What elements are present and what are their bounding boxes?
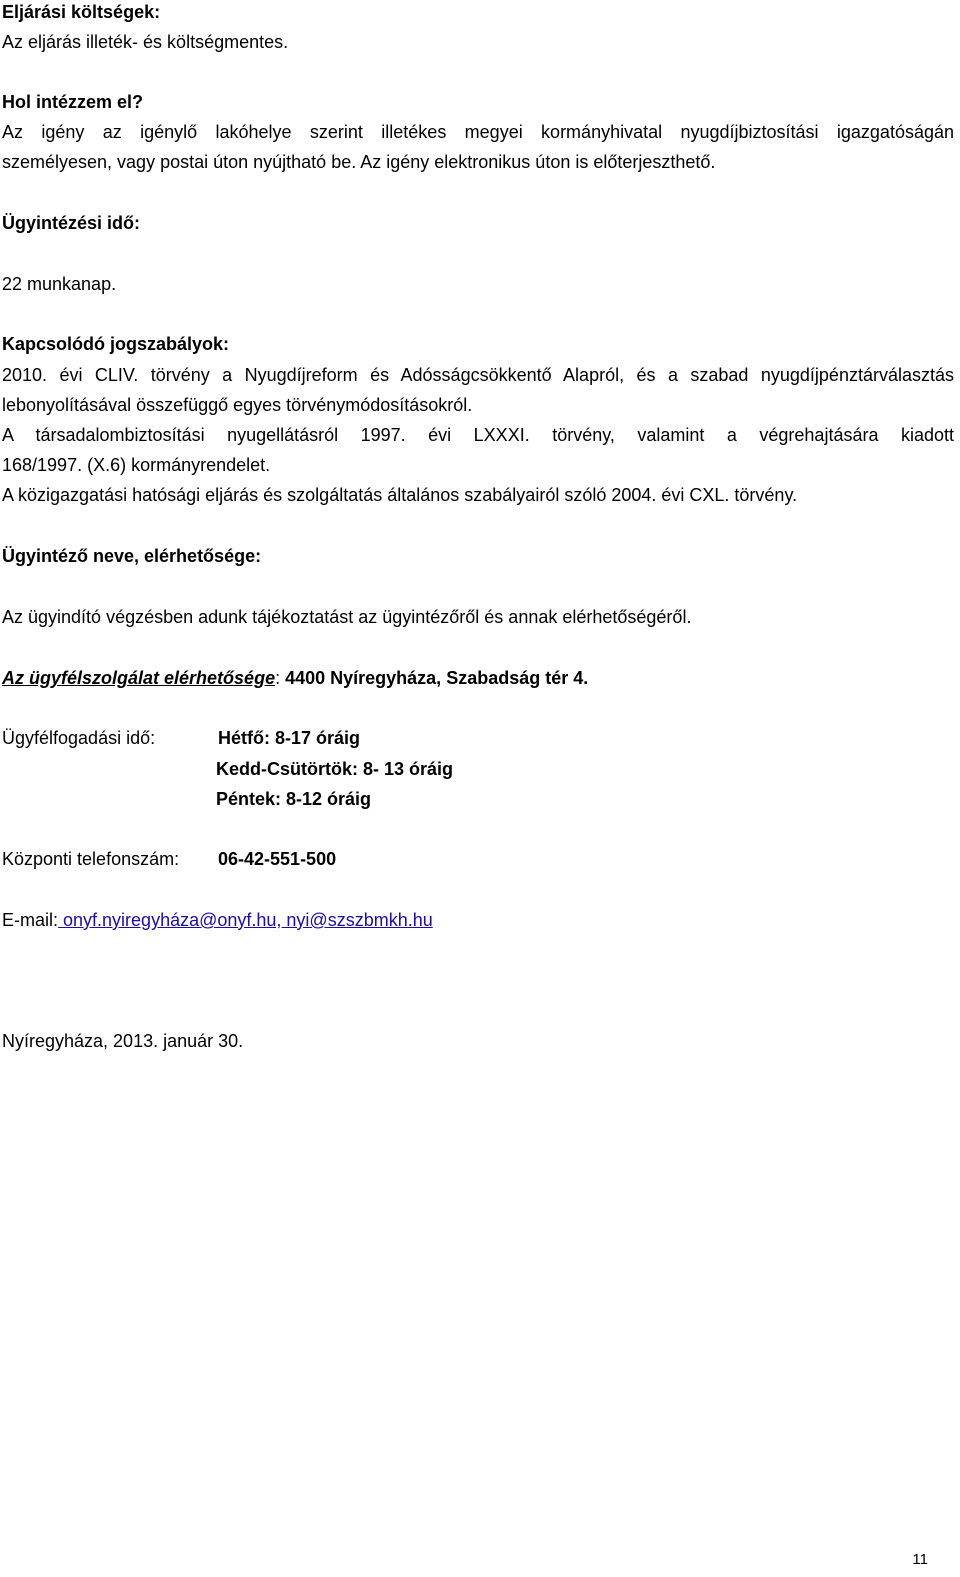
costs-heading: Eljárási költségek:: [2, 2, 161, 22]
page-number: 11: [912, 1551, 928, 1568]
legislation-line-1: 2010. évi CLIV. törvény a Nyugdíjreform és Adósságcsökkentő Alapról, és a szabad nyugdíjpénztárválasztás: [2, 365, 954, 385]
customer-service-address: 4400 Nyíregyháza, Szabadság tér 4.: [285, 668, 589, 688]
processing-time-heading: Ügyintézési idő:: [2, 213, 141, 233]
reception-hours-tue-thu: Kedd-Csütörtök: 8- 13 óráig: [216, 759, 454, 779]
email-link[interactable]: onyf.nyiregyháza@onyf.hu, nyi@szszbmkh.hu: [58, 910, 433, 930]
customer-service-separator: :: [275, 668, 286, 688]
email-line: [2, 909, 433, 931]
reception-hours-label: Ügyfélfogadási idő:: [2, 728, 156, 748]
customer-service-label: Az ügyfélszolgálat elérhetősége: [2, 668, 276, 688]
processing-time-text: 22 munkanap.: [2, 274, 117, 294]
case-officer-heading: Ügyintéző neve, elérhetősége:: [2, 546, 262, 566]
phone-number: 06-42-551-500: [218, 849, 337, 869]
reception-hours-monday: Hétfő: 8-17 óráig: [218, 728, 361, 748]
legislation-line-3: A társadalombiztosítási nyugellátásról 1997. évi LXXXI. törvény, valamint a végrehajtására kiadott: [2, 425, 954, 445]
legislation-line-5: A közigazgatási hatósági eljárás és szolgáltatás általános szabályairól szóló 2004. évi CXL. törvény.: [2, 485, 798, 505]
legislation-line-4: 168/1997. (X.6) kormányrendelet.: [2, 455, 271, 475]
legislation-heading: Kapcsolódó jogszabályok:: [2, 334, 230, 354]
place-date: Nyíregyháza, 2013. január 30.: [2, 1031, 244, 1051]
legislation-line-2: lebonyolításával összefüggő egyes törvénymódosításokról.: [2, 395, 473, 415]
phone-label: Központi telefonszám:: [2, 849, 180, 869]
case-officer-text: Az ügyindító végzésben adunk tájékoztatást az ügyintézőről és annak elérhetőségéről.: [2, 607, 692, 627]
where-heading: Hol intézzem el?: [2, 92, 144, 112]
where-line-1: Az igény az igénylő lakóhelye szerint illetékes megyei kormányhivatal nyugdíjbiztosítási igazgatóságán: [2, 122, 954, 142]
customer-service-line: [2, 667, 588, 689]
where-line-2: személyesen, vagy postai úton nyújtható be. Az igény elektronikus úton is előterjeszthető.: [2, 152, 716, 172]
email-label: E-mail:: [2, 910, 59, 930]
costs-text: Az eljárás illeték- és költségmentes.: [2, 32, 289, 52]
reception-hours-friday: Péntek: 8-12 óráig: [216, 789, 372, 809]
